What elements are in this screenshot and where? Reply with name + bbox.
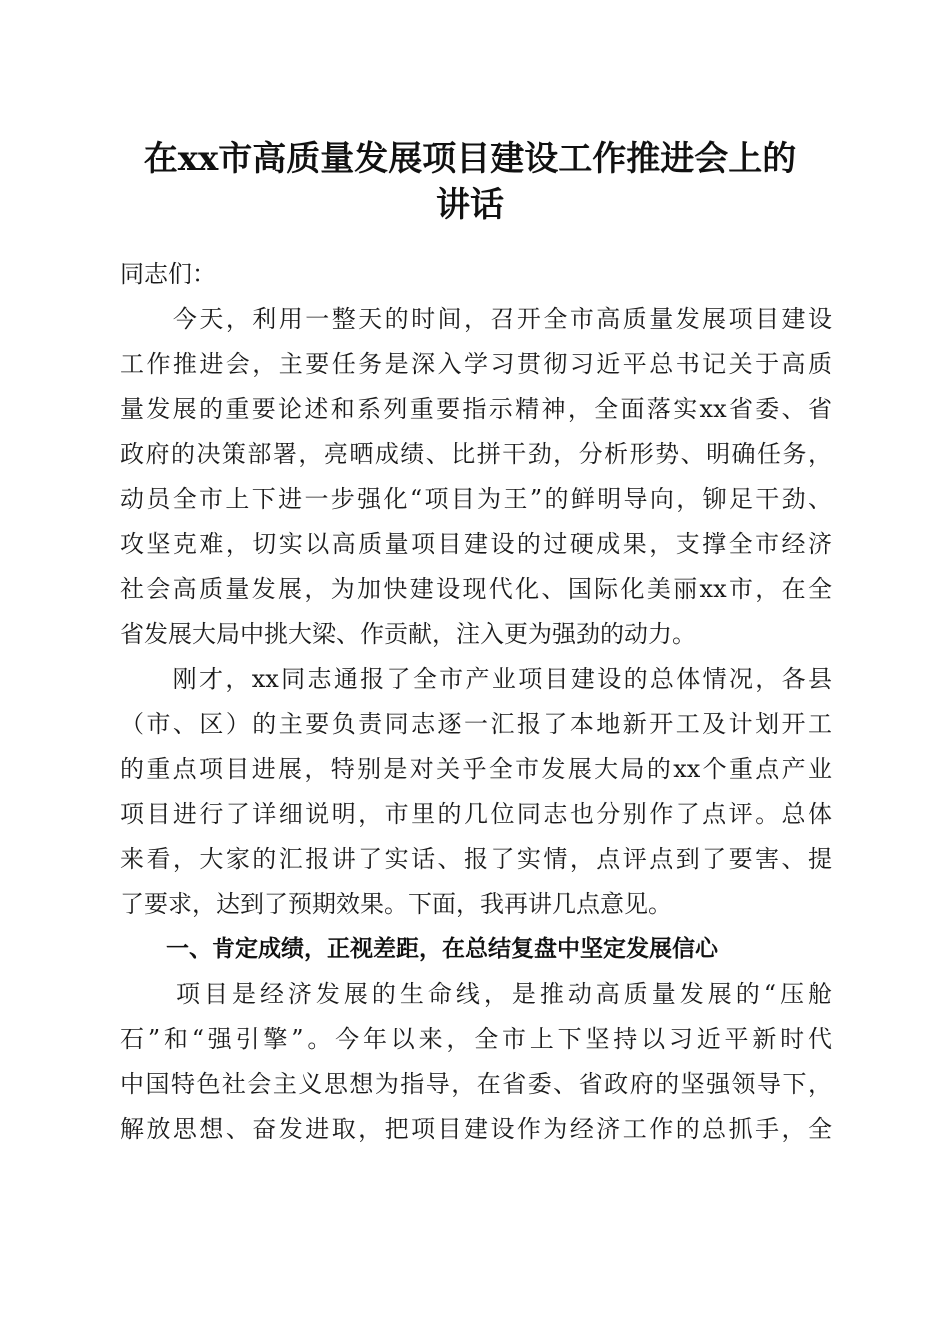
paragraph-line: 项目是经济发展的生命线，是推动高质量发展的“压舱 bbox=[120, 980, 832, 1008]
title-line-1: 在xx市高质量发展项目建设工作推进会上的 bbox=[143, 139, 797, 179]
document-body bbox=[120, 252, 832, 1152]
paragraph-line: 中国特色社会主义思想为指导，在省委、省政府的坚强领导下， bbox=[120, 1070, 832, 1098]
paragraph-line: 省发展大局中挑大梁、作贡献，注入更为强劲的动力。 bbox=[120, 620, 696, 648]
paragraph-line: 刚才，xx同志通报了全市产业项目建设的总体情况，各县 bbox=[120, 665, 832, 693]
title-line-2: 讲话 bbox=[436, 185, 504, 225]
paragraph-line: 工作推进会，主要任务是深入学习贯彻习近平总书记关于高质 bbox=[120, 350, 832, 378]
paragraph-line: 攻坚克难，切实以高质量项目建设的过硬成果，支撑全市经济 bbox=[120, 530, 832, 558]
paragraph-line: 动员全市上下进一步强化“项目为王”的鲜明导向，铆足干劲、 bbox=[120, 485, 832, 513]
salutation bbox=[120, 252, 832, 297]
salutation-text: 同志们： bbox=[120, 260, 216, 288]
document-title bbox=[100, 136, 840, 228]
paragraph-line: 项目进行了详细说明，市里的几位同志也分别作了点评。总体 bbox=[120, 800, 832, 828]
paragraph-line: 解放思想、奋发进取，把项目建设作为经济工作的总抓手，全 bbox=[120, 1115, 832, 1143]
paragraph-line: 来看，大家的汇报讲了实话、报了实情，点评点到了要害、提 bbox=[120, 845, 832, 873]
paragraph-line: 了要求，达到了预期效果。下面，我再讲几点意见。 bbox=[120, 890, 672, 918]
paragraph-3 bbox=[120, 972, 832, 1152]
paragraph-1 bbox=[120, 297, 832, 657]
paragraph-line: 今天，利用一整天的时间，召开全市高质量发展项目建设 bbox=[120, 305, 832, 333]
paragraph-line: （市、区）的主要负责同志逐一汇报了本地新开工及计划开工 bbox=[120, 710, 832, 738]
paragraph-line: 量发展的重要论述和系列重要指示精神，全面落实xx省委、省 bbox=[120, 395, 832, 423]
paragraph-line: 的重点项目进展，特别是对关乎全市发展大局的xx个重点产业 bbox=[120, 755, 832, 783]
paragraph-line: 石”和“强引擎”。今年以来，全市上下坚持以习近平新时代 bbox=[120, 1025, 832, 1053]
section-heading-1: 一、肯定成绩，正视差距，在总结复盘中坚定发展信心 bbox=[166, 936, 718, 962]
paragraph-line: 政府的决策部署，亮晒成绩、比拼干劲，分析形势、明确任务， bbox=[120, 440, 832, 468]
paragraph-line: 社会高质量发展，为加快建设现代化、国际化美丽xx市，在全 bbox=[120, 575, 832, 603]
paragraph-2 bbox=[120, 657, 832, 927]
